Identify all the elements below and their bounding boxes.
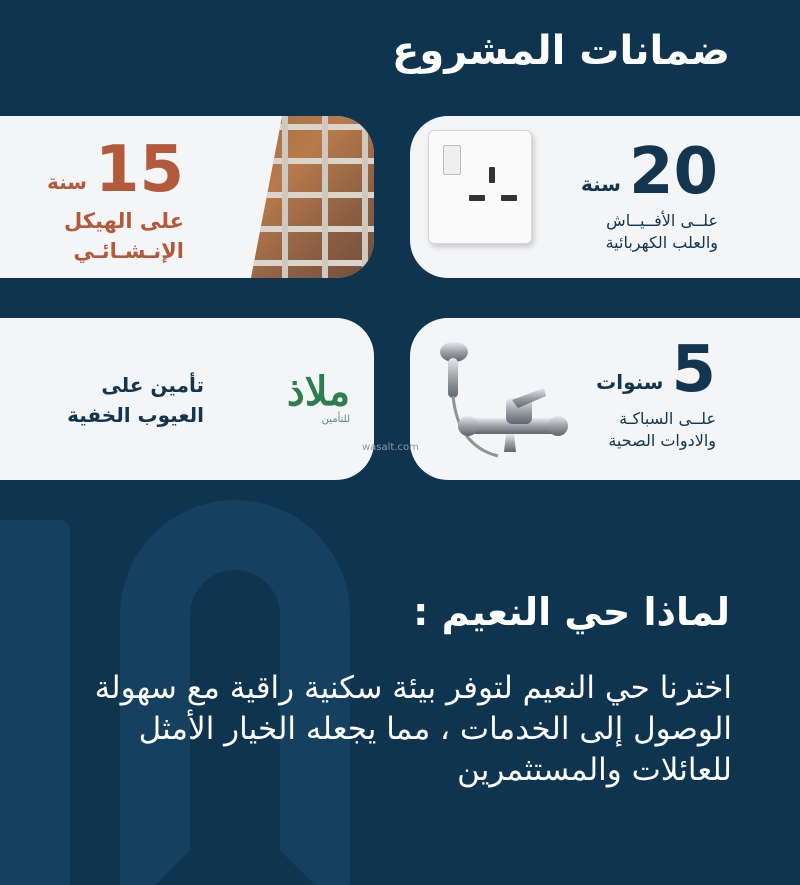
plumbing-warranty-text [596, 333, 716, 452]
structure-warranty-card [0, 116, 374, 278]
insurance-line1: تأمين على [101, 373, 204, 397]
insurance-line2: العيوب الخفية [67, 403, 204, 427]
socket-icon [428, 130, 532, 244]
page-title: ضمانات المشروع [392, 28, 730, 74]
logo-sub-text: للتأمين [321, 414, 350, 425]
logo-main-text: ملاذ [286, 368, 350, 415]
why-section-body: اخترنا حي النعيم لتوفر بيئة سكنية راقية مع سهولة الوصول إلى الخدمات ، مما يجعله الخيار الأمثل للعائلات والمستثمرين [94, 670, 732, 788]
electrical-years-number: 20 [628, 135, 718, 209]
electrical-desc-line2: والعلب الكهربائية [605, 233, 718, 252]
structure-desc-line2: الإنـشـائـي [73, 239, 184, 263]
structure-warranty-text [46, 133, 184, 266]
electrical-warranty-card [410, 116, 800, 278]
faucet-icon [428, 336, 578, 466]
plumbing-years-number: 5 [671, 333, 716, 407]
electrical-years-unit: سنة [580, 172, 621, 196]
why-section-title: لماذا حي النعيم : [413, 590, 730, 634]
insurance-card [0, 318, 374, 480]
plumbing-desc-line1: علــى السباكـة [619, 409, 716, 428]
plumbing-warranty-card [410, 318, 800, 480]
plumbing-desc-line2: والادوات الصحية [608, 431, 716, 450]
watermark: wasalt.com [362, 442, 419, 453]
building-structure-icon [212, 116, 374, 278]
insurance-text [67, 370, 204, 430]
electrical-warranty-text [580, 135, 718, 254]
structure-desc-line1: على الهيكل [64, 209, 184, 233]
structure-years-unit: سنة [46, 170, 87, 194]
malath-insurance-logo [222, 370, 350, 430]
electrical-desc-line1: علــى الأفــيــاش [606, 211, 718, 230]
structure-years-number: 15 [94, 133, 184, 207]
plumbing-years-unit: سنوات [596, 370, 664, 394]
